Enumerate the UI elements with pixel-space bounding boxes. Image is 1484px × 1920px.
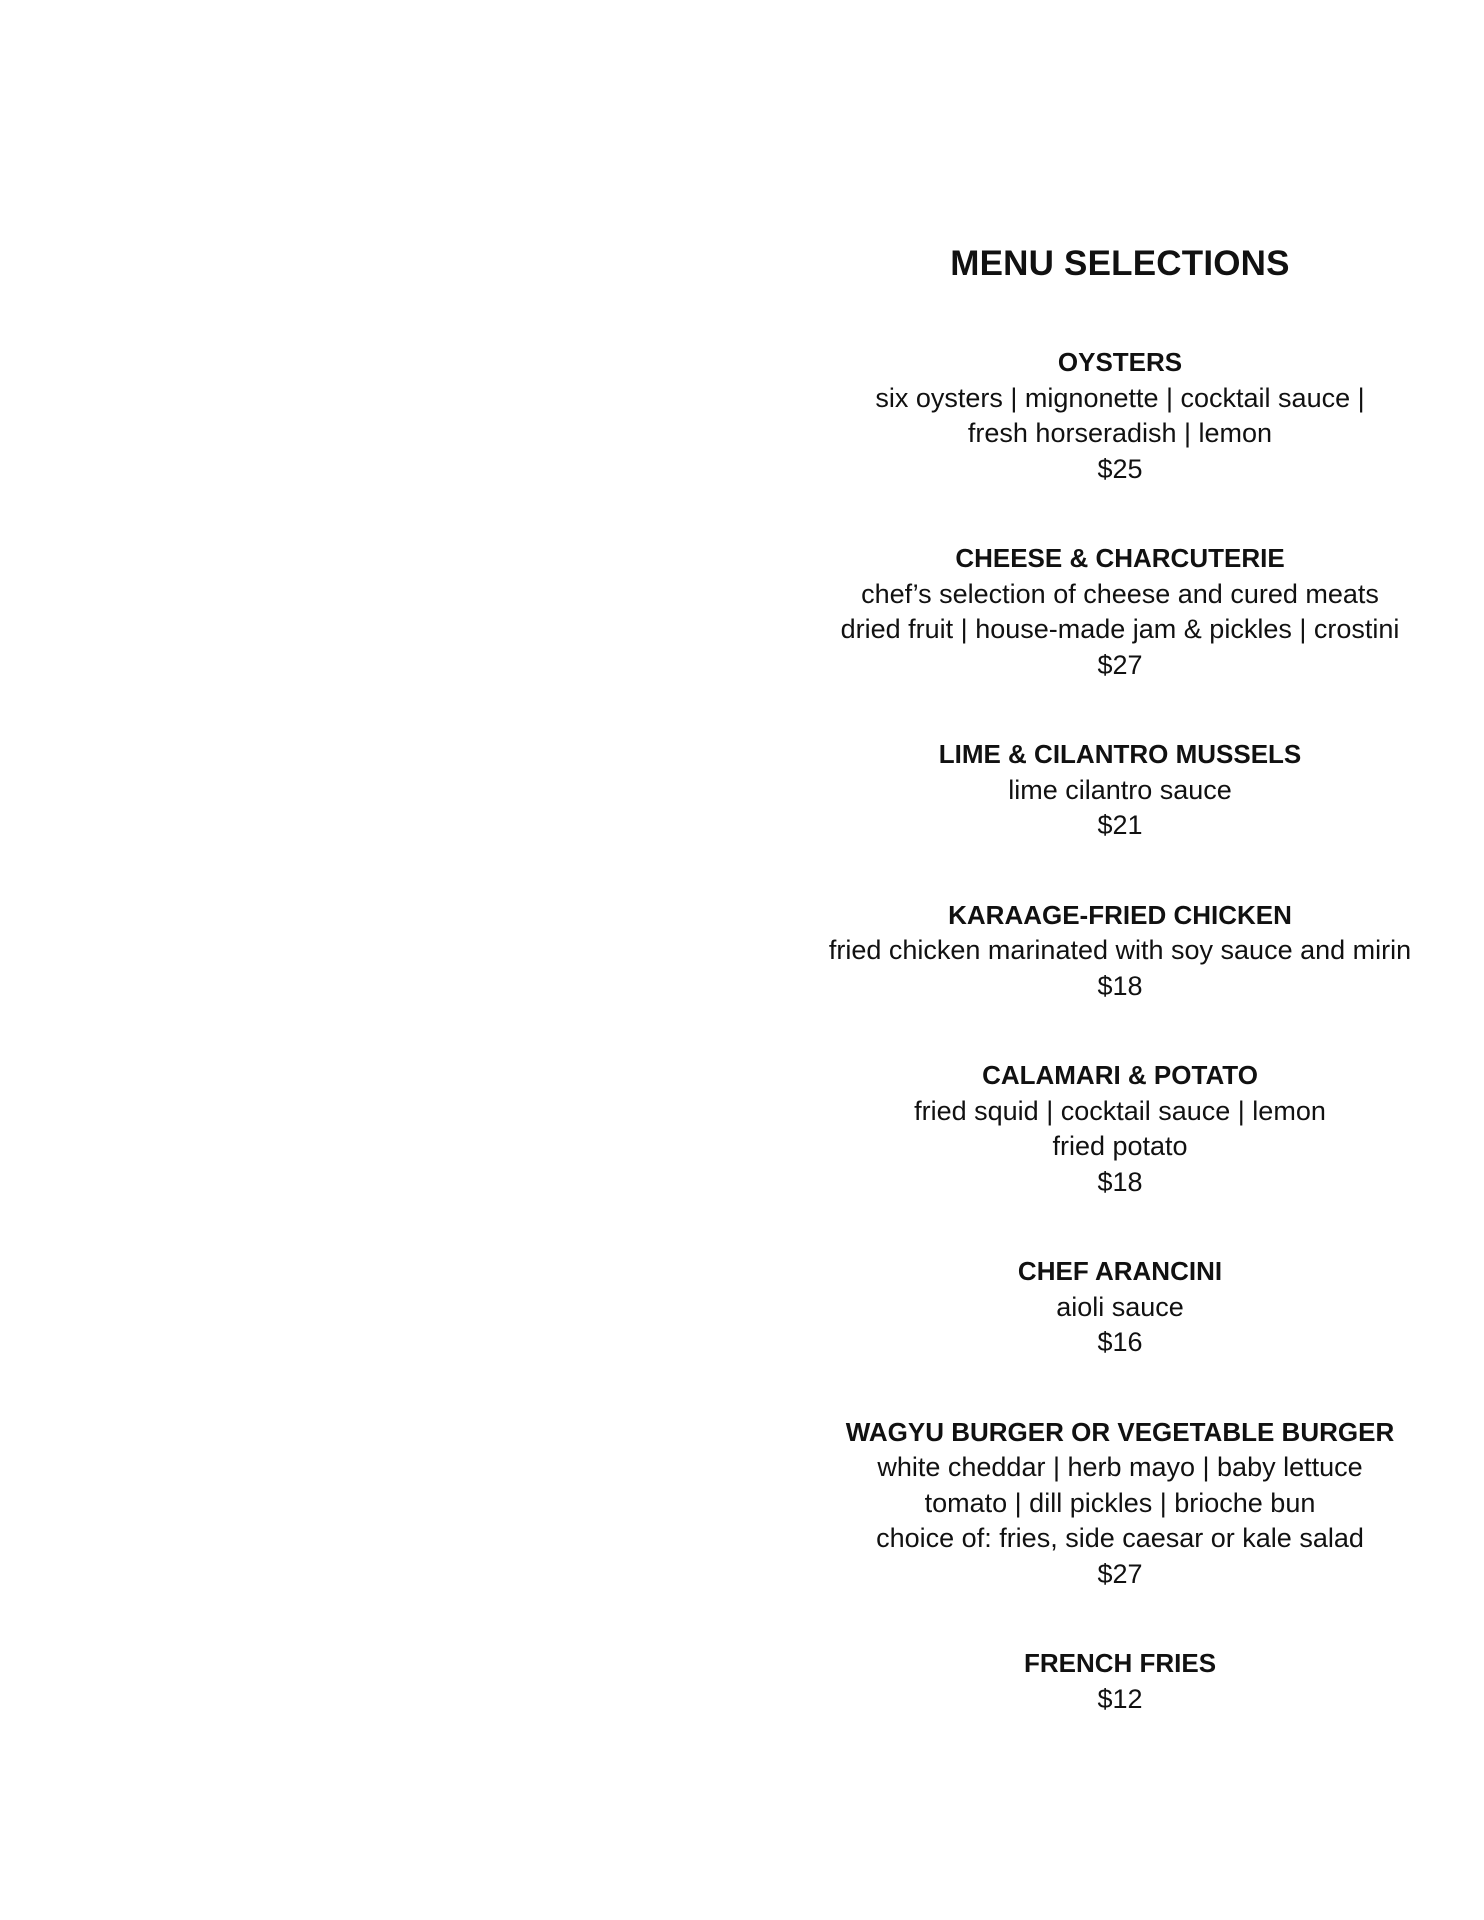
item-name: CHEESE & CHARCUTERIE (955, 543, 1285, 573)
menu-item-cheese-charcuterie (820, 541, 1420, 683)
item-price: $12 (1097, 1683, 1143, 1714)
item-description-line: lime cilantro sauce (1008, 774, 1232, 805)
item-name: CALAMARI & POTATO (982, 1060, 1258, 1090)
item-name: OYSTERS (1057, 347, 1183, 377)
menu-item-burger (820, 1415, 1420, 1593)
item-price: $21 (1097, 810, 1143, 840)
menu-item-arancini (820, 1254, 1420, 1361)
item-description-line: chef’s selection of cheese and cured meats (861, 578, 1379, 609)
item-name: KARAAGE-FRIED CHICKEN (948, 899, 1292, 930)
item-price: $18 (1097, 1166, 1143, 1197)
item-name: CHEF ARANCINI (1017, 1256, 1223, 1286)
item-price: $27 (1097, 649, 1143, 680)
item-name: WAGYU BURGER OR VEGETABLE BURGER (845, 1416, 1395, 1447)
item-description-line: fried chicken marinated with soy sauce and mirin (828, 935, 1412, 965)
item-name: FRENCH FRIES (1023, 1648, 1217, 1678)
item-description-line: fried squid | cocktail sauce | lemon (914, 1095, 1326, 1126)
menu-item-oysters (820, 345, 1420, 487)
menu-item-karaage-chicken (820, 898, 1420, 1005)
item-description-line: dried fruit | house-made jam & pickles | crostini (840, 614, 1400, 644)
item-price: $18 (1097, 970, 1143, 1001)
item-description-line: fried potato (1052, 1131, 1188, 1161)
menu-title: MENU SELECTIONS (950, 244, 1290, 283)
item-description-line: tomato | dill pickles | brioche bun (924, 1487, 1316, 1518)
item-price: $25 (1097, 453, 1143, 484)
item-price: $16 (1097, 1327, 1143, 1357)
item-description-line: choice of: fries, side caesar or kale salad (876, 1523, 1364, 1553)
item-description-line: fresh horseradish | lemon (967, 418, 1273, 448)
menu-item-calamari-potato (820, 1058, 1420, 1200)
menu-column (820, 238, 1420, 1771)
menu-item-french-fries (820, 1646, 1420, 1717)
item-name: LIME & CILANTRO MUSSELS (938, 739, 1302, 769)
item-description-line: aioli sauce (1056, 1291, 1184, 1322)
item-description-line: six oysters | mignonette | cocktail sauce | (875, 382, 1365, 413)
item-price: $27 (1097, 1558, 1143, 1589)
item-description-line: white cheddar | herb mayo | baby lettuce (877, 1452, 1363, 1482)
menu-item-mussels (820, 737, 1420, 844)
